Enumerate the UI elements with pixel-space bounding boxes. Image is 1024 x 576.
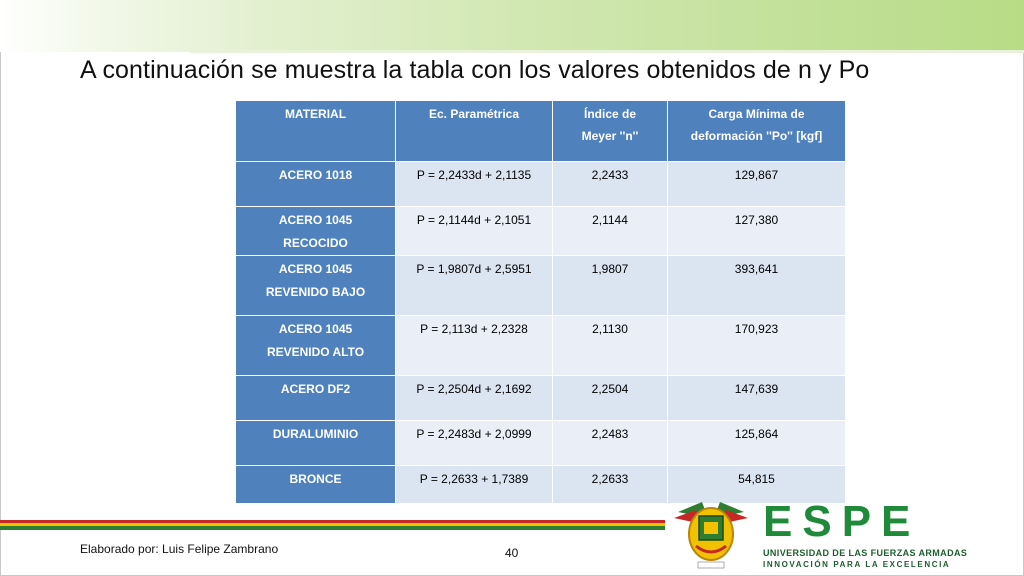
header-material: MATERIAL xyxy=(236,101,396,162)
min-load-cell: 170,923 xyxy=(668,316,846,376)
header-min-load: Carga Mínima de deformación ''Po'' [kgf] xyxy=(668,101,846,162)
min-load-cell: 129,867 xyxy=(668,162,846,207)
min-load-cell: 54,815 xyxy=(668,466,846,504)
meyer-n-cell: 2,1130 xyxy=(553,316,668,376)
footer-author: Elaborado por: Luis Felipe Zambrano xyxy=(80,542,279,556)
table-header-row xyxy=(236,101,846,162)
logo-subtitle: UNIVERSIDAD DE LAS FUERZAS ARMADAS xyxy=(763,548,968,558)
min-load-cell: 127,380 xyxy=(668,207,846,256)
material-cell: DURALUMINIO xyxy=(236,421,396,466)
logo-wordmark: ESPE xyxy=(763,497,921,546)
meyer-n-cell: 2,2483 xyxy=(553,421,668,466)
header-meyer-index: Índice de Meyer ''n'' xyxy=(553,101,668,162)
footer-stripe-green xyxy=(0,526,665,530)
logo-tagline: INNOVACIÓN PARA LA EXCELENCIA xyxy=(763,560,951,569)
material-cell: ACERO 1018 xyxy=(236,162,396,207)
equation-cell: P = 2,1144d + 2,1051 xyxy=(396,207,553,256)
table-row xyxy=(236,316,846,376)
table-row xyxy=(236,162,846,207)
material-cell: ACERO DF2 xyxy=(236,376,396,421)
equation-cell: P = 2,2433d + 2,1135 xyxy=(396,162,553,207)
meyer-n-cell: 2,2504 xyxy=(553,376,668,421)
material-cell: BRONCE xyxy=(236,466,396,504)
table-row xyxy=(236,207,846,256)
equation-cell: P = 2,2504d + 2,1692 xyxy=(396,376,553,421)
meyer-n-cell: 2,2633 xyxy=(553,466,668,504)
equation-cell: P = 2,2633 + 1,7389 xyxy=(396,466,553,504)
meyer-n-cell: 2,2433 xyxy=(553,162,668,207)
table-row xyxy=(236,421,846,466)
material-cell: ACERO 1045 REVENIDO BAJO xyxy=(236,256,396,316)
espe-logo xyxy=(668,496,1024,576)
slide-title: A continuación se muestra la tabla con los valores obtenidos de n y Po xyxy=(80,56,870,84)
equation-cell: P = 1,9807d + 2,5951 xyxy=(396,256,553,316)
header-band-edge xyxy=(190,50,1024,53)
table-row xyxy=(236,256,846,316)
material-cell: ACERO 1045 REVENIDO ALTO xyxy=(236,316,396,376)
university-crest-icon xyxy=(668,496,754,576)
header-equation: Ec. Paramétrica xyxy=(396,101,553,162)
table-row xyxy=(236,376,846,421)
min-load-cell: 393,641 xyxy=(668,256,846,316)
material-cell: ACERO 1045 RECOCIDO xyxy=(236,207,396,256)
meyer-n-cell: 2,1144 xyxy=(553,207,668,256)
meyer-n-cell: 1,9807 xyxy=(553,256,668,316)
equation-cell: P = 2,2483d + 2,0999 xyxy=(396,421,553,466)
min-load-cell: 125,864 xyxy=(668,421,846,466)
header-band xyxy=(0,0,1024,52)
equation-cell: P = 2,113d + 2,2328 xyxy=(396,316,553,376)
page-number: 40 xyxy=(505,546,519,560)
results-table xyxy=(235,100,846,504)
min-load-cell: 147,639 xyxy=(668,376,846,421)
